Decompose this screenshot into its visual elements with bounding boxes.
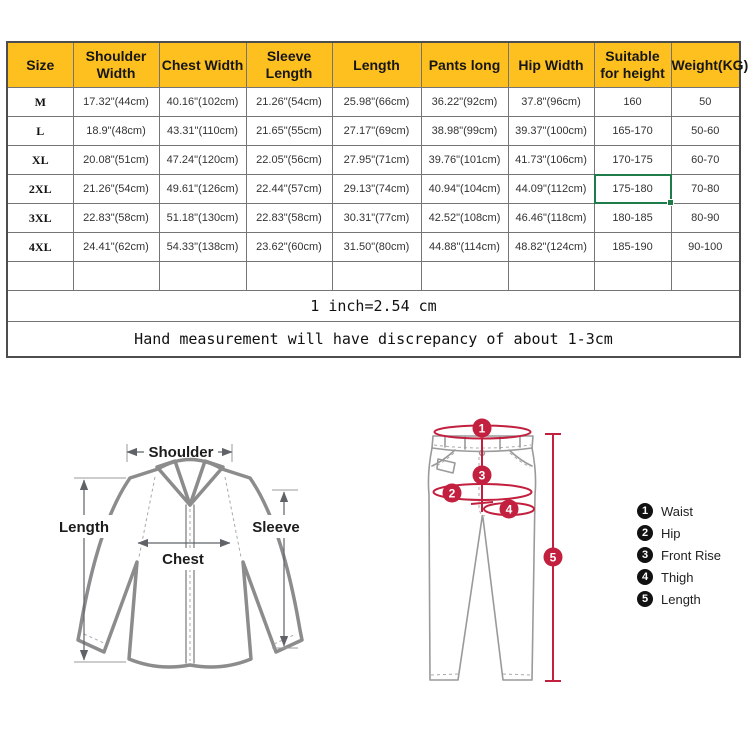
table-cell-shoulder-width: 20.08"(51cm)	[73, 146, 159, 175]
table-cell-length: 27.17"(69cm)	[332, 117, 421, 146]
legend-label: Thigh	[661, 569, 694, 585]
table-cell-sleeve-length: 22.05"(56cm)	[246, 146, 332, 175]
legend-item	[637, 503, 721, 519]
table-row	[7, 117, 740, 146]
col-header-suitable-height: Suitable for height	[594, 42, 671, 88]
chest-label: Chest	[162, 551, 204, 568]
empty-cell	[508, 262, 594, 291]
table-cell-weight: 50-60	[671, 117, 740, 146]
table-cell-chest-width: 51.18"(130cm)	[159, 204, 246, 233]
table-cell-chest-width: 49.61"(126cm)	[159, 175, 246, 204]
legend-label: Hip	[661, 525, 681, 541]
sleeve-label: Sleeve	[252, 519, 300, 536]
empty-cell	[671, 262, 740, 291]
table-cell-weight: 60-70	[671, 146, 740, 175]
table-cell-chest-width: 47.24"(120cm)	[159, 146, 246, 175]
table-cell-hip-width: 48.82"(124cm)	[508, 233, 594, 262]
table-cell-hip-width: 41.73"(106cm)	[508, 146, 594, 175]
empty-cell	[246, 262, 332, 291]
size-table	[6, 41, 749, 358]
table-cell-length: 25.98"(66cm)	[332, 88, 421, 117]
col-header-size: Size	[7, 42, 73, 88]
table-cell-sleeve-length: 21.65"(55cm)	[246, 117, 332, 146]
table-cell-length: 29.13"(74cm)	[332, 175, 421, 204]
front-rise-marker-badge	[473, 466, 492, 485]
table-cell-size: M	[7, 88, 73, 117]
table-cell-shoulder-width: 17.32"(44cm)	[73, 88, 159, 117]
col-header-length: Length	[332, 42, 421, 88]
col-header-hip-width: Hip Width	[508, 42, 594, 88]
table-cell-suitable-height: 160	[594, 88, 671, 117]
col-header-sleeve-length: Sleeve Length	[246, 42, 332, 88]
legend-number-badge: 3	[637, 547, 653, 563]
table-cell-length: 30.31"(77cm)	[332, 204, 421, 233]
legend-number-badge: 4	[637, 569, 653, 585]
table-cell-pants-long: 42.52"(108cm)	[421, 204, 508, 233]
table-cell-length: 31.50"(80cm)	[332, 233, 421, 262]
table-cell-pants-long: 40.94"(104cm)	[421, 175, 508, 204]
table-cell-shoulder-width: 22.83"(58cm)	[73, 204, 159, 233]
table-cell-length: 27.95"(71cm)	[332, 146, 421, 175]
sleeve-measure-arrow	[246, 490, 306, 648]
table-cell-weight: 80-90	[671, 204, 740, 233]
note-inch-conversion: 1 inch=2.54 cm	[7, 291, 740, 322]
empty-cell	[7, 262, 73, 291]
table-cell-sleeve-length: 23.62"(60cm)	[246, 233, 332, 262]
table-row	[7, 233, 740, 262]
table-cell-suitable-height: 175-180	[594, 175, 671, 204]
legend-item	[637, 525, 721, 541]
table-cell-size: XL	[7, 146, 73, 175]
table-cell-chest-width: 40.16"(102cm)	[159, 88, 246, 117]
col-header-weight: Weight(KG)	[671, 42, 740, 88]
legend-label: Length	[661, 591, 701, 607]
table-cell-size: 4XL	[7, 233, 73, 262]
length-label: Length	[59, 519, 109, 536]
table-cell-suitable-height: 180-185	[594, 204, 671, 233]
table-cell-hip-width: 37.8"(96cm)	[508, 88, 594, 117]
table-body	[7, 88, 740, 262]
table-header-row	[7, 42, 740, 88]
empty-cell	[594, 262, 671, 291]
table-cell-sleeve-length: 21.26"(54cm)	[246, 88, 332, 117]
thigh-marker-badge	[500, 500, 519, 519]
empty-cell	[159, 262, 246, 291]
waist-marker-badge	[473, 419, 492, 438]
hip-marker-badge	[443, 484, 462, 503]
table-cell-pants-long: 38.98"(99cm)	[421, 117, 508, 146]
legend-label: Waist	[661, 503, 694, 519]
shoulder-measure-arrow	[127, 444, 232, 462]
note-measurement-discrepancy: Hand measurement will have discrepancy of about 1-3cm	[7, 322, 740, 358]
table-row	[7, 175, 740, 204]
table-cell-hip-width: 39.37"(100cm)	[508, 117, 594, 146]
table-cell-hip-width: 44.09"(112cm)	[508, 175, 594, 204]
table-cell-suitable-height: 170-175	[594, 146, 671, 175]
table-cell-hip-width: 46.46"(118cm)	[508, 204, 594, 233]
table-cell-weight: 70-80	[671, 175, 740, 204]
legend-item	[637, 591, 721, 607]
table-cell-shoulder-width: 24.41"(62cm)	[73, 233, 159, 262]
table-row	[7, 88, 740, 117]
table-cell-pants-long: 39.76"(101cm)	[421, 146, 508, 175]
table-cell-weight: 90-100	[671, 233, 740, 262]
legend-number-badge: 2	[637, 525, 653, 541]
table-cell-chest-width: 54.33"(138cm)	[159, 233, 246, 262]
svg-text:3: 3	[478, 468, 486, 483]
svg-text:2: 2	[448, 486, 456, 501]
table-cell-shoulder-width: 18.9"(48cm)	[73, 117, 159, 146]
table-cell-shoulder-width: 21.26"(54cm)	[73, 175, 159, 204]
table-cell-suitable-height: 185-190	[594, 233, 671, 262]
shoulder-label: Shoulder	[148, 444, 214, 461]
table-cell-size: 2XL	[7, 175, 73, 204]
note-row-inch	[7, 291, 740, 322]
empty-cell	[332, 262, 421, 291]
table-row	[7, 146, 740, 175]
svg-text:4: 4	[505, 502, 513, 517]
table-cell-size: L	[7, 117, 73, 146]
svg-text:1: 1	[478, 421, 486, 436]
table-cell-weight: 50	[671, 88, 740, 117]
table-cell-suitable-height: 165-170	[594, 117, 671, 146]
table-cell-size: 3XL	[7, 204, 73, 233]
legend-number-badge: 5	[637, 591, 653, 607]
table-row	[7, 204, 740, 233]
legend-number-badge: 1	[637, 503, 653, 519]
chest-measure-arrow	[138, 543, 230, 570]
pants-measurement-diagram	[425, 415, 575, 695]
legend-label: Front Rise	[661, 547, 721, 563]
table-footer	[7, 262, 740, 358]
legend-item	[637, 547, 721, 563]
col-header-pants-long: Pants long	[421, 42, 508, 88]
table-cell-chest-width: 43.31"(110cm)	[159, 117, 246, 146]
legend-item	[637, 569, 721, 585]
pants-measure-legend	[637, 503, 721, 607]
svg-text:5: 5	[549, 550, 557, 565]
empty-cell	[73, 262, 159, 291]
empty-row	[7, 262, 740, 291]
length-marker-badge	[544, 548, 563, 567]
shirt-measurement-diagram	[40, 412, 340, 707]
table-cell-sleeve-length: 22.44"(57cm)	[246, 175, 332, 204]
note-row-discrepancy	[7, 322, 740, 358]
empty-cell	[421, 262, 508, 291]
table-cell-sleeve-length: 22.83"(58cm)	[246, 204, 332, 233]
table-cell-pants-long: 36.22"(92cm)	[421, 88, 508, 117]
table-cell-pants-long: 44.88"(114cm)	[421, 233, 508, 262]
col-header-chest-width: Chest Width	[159, 42, 246, 88]
col-header-shoulder-width: Shoulder Width	[73, 42, 159, 88]
